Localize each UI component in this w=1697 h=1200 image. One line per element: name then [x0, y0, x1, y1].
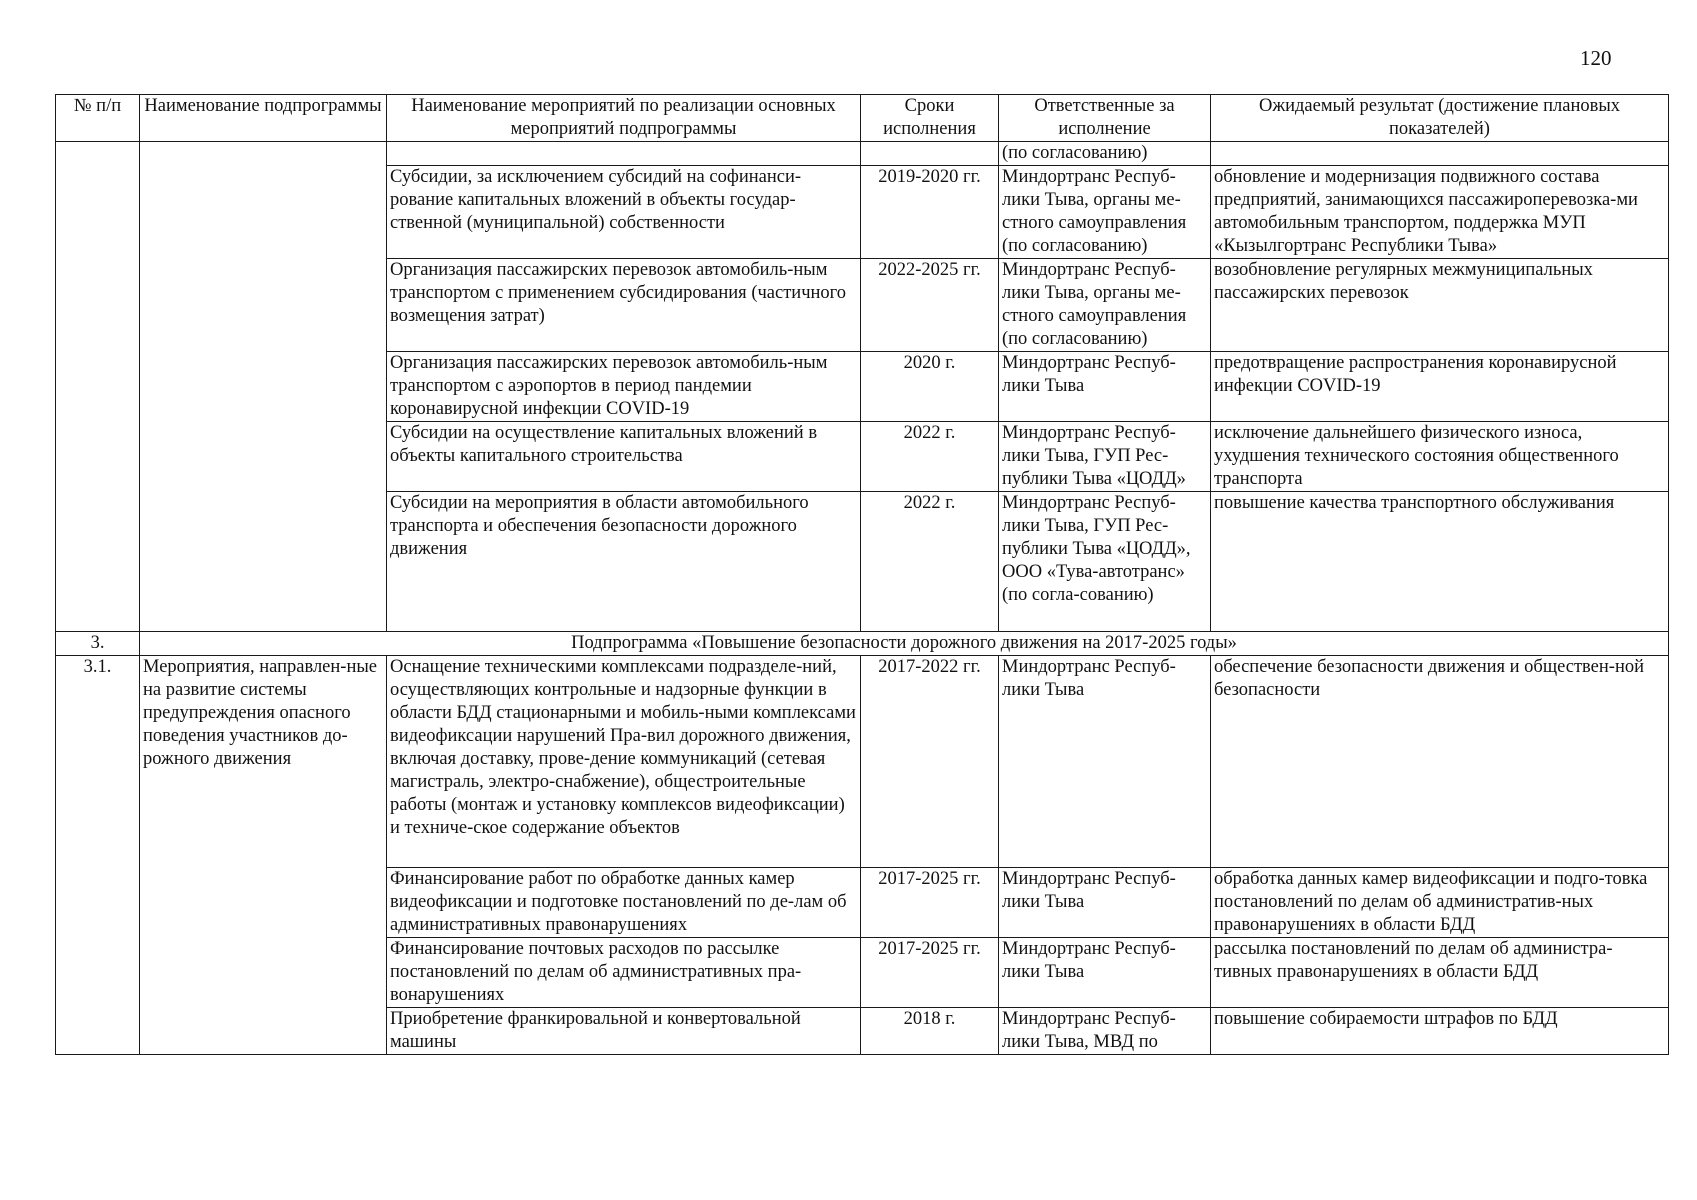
result-cell: [1211, 142, 1669, 166]
header-measure: Наименование мероприятий по реализации основных мероприятий подпрограммы: [387, 95, 861, 142]
measure-cell: Оснащение техническими комплексами подразделе-ний, осуществляющих контрольные и надзорные функции в области БДД стационарными и мобиль-ными комплексами видеофиксации нарушений Пра-вил дорожного движения, включая доставку, прове-дение коммуникаций (сетевая магистраль, электро-снабжение), общестроительные работы (монтаж и установку комплексов видеофиксации) и техниче-ское содержание объектов: [387, 656, 861, 868]
header-result: Ожидаемый результат (достижение плановых показателей): [1211, 95, 1669, 142]
term-cell: 2017-2025 гг.: [861, 868, 999, 938]
section-num: 3.: [56, 632, 140, 656]
term-cell: 2018 г.: [861, 1008, 999, 1055]
measure-cell: Организация пассажирских перевозок автомобиль-ным транспортом с аэропортов в период пандемии коронавирусной инфекции COVID-19: [387, 352, 861, 422]
num-cell: [56, 142, 140, 632]
term-cell: 2022 г.: [861, 492, 999, 632]
responsible-cell: (по согласованию): [999, 142, 1211, 166]
measure-cell: Субсидии на мероприятия в области автомобильного транспорта и обеспечения безопасности дорожного движения: [387, 492, 861, 632]
subprogram-cell: [140, 142, 387, 632]
result-cell: обработка данных камер видеофиксации и подго-товка постановлений по делам об административ-ных правонарушениях в области БДД: [1211, 868, 1669, 938]
responsible-cell: Миндортранс Респуб-лики Тыва, ГУП Рес-публики Тыва «ЦОДД», ООО «Тува-автотранс» (по согла-сованию): [999, 492, 1211, 632]
result-cell: повышение качества транспортного обслуживания: [1211, 492, 1669, 632]
num-cell: 3.1.: [56, 656, 140, 1055]
responsible-cell: Миндортранс Респуб-лики Тыва, органы ме-стного самоуправления (по согласованию): [999, 166, 1211, 259]
page-number: 120: [1580, 46, 1612, 70]
responsible-cell: Миндортранс Респуб-лики Тыва, ГУП Рес-публики Тыва «ЦОДД»: [999, 422, 1211, 492]
measure-cell: Финансирование работ по обработке данных камер видеофиксации и подготовке постановлений по де-лам об административных правонарушениях: [387, 868, 861, 938]
header-subprogram: Наименование подпрограммы: [140, 95, 387, 142]
term-cell: 2020 г.: [861, 352, 999, 422]
term-cell: 2019-2020 гг.: [861, 166, 999, 259]
responsible-cell: Миндортранс Респуб-лики Тыва: [999, 938, 1211, 1008]
measure-cell: Финансирование почтовых расходов по рассылке постановлений по делам об административных пра-вонарушениях: [387, 938, 861, 1008]
measure-cell: Организация пассажирских перевозок автомобиль-ным транспортом с применением субсидирования (частичного возмещения затрат): [387, 259, 861, 352]
table-row: [56, 142, 1669, 166]
responsible-cell: Миндортранс Респуб-лики Тыва: [999, 352, 1211, 422]
section-row: [56, 632, 1669, 656]
term-cell: 2017-2025 гг.: [861, 938, 999, 1008]
measure-cell: Приобретение франкировальной и конвертовальной машины: [387, 1008, 861, 1055]
responsible-cell: Миндортранс Респуб-лики Тыва, МВД по: [999, 1008, 1211, 1055]
result-cell: рассылка постановлений по делам об администра-тивных правонарушениях в области БДД: [1211, 938, 1669, 1008]
term-cell: [861, 142, 999, 166]
measure-cell: Субсидии, за исключением субсидий на софинанси-рование капитальных вложений в объекты государ-ственной (муниципальной) собственности: [387, 166, 861, 259]
result-cell: обеспечение безопасности движения и обществен-ной безопасности: [1211, 656, 1669, 868]
result-cell: обновление и модернизация подвижного состава предприятий, занимающихся пассажироперевозка-ми автомобильным транспортом, поддержка МУП «Кызылгортранс Республики Тыва»: [1211, 166, 1669, 259]
responsible-cell: Миндортранс Респуб-лики Тыва, органы ме-стного самоуправления (по согласованию): [999, 259, 1211, 352]
result-cell: исключение дальнейшего физического износа, ухудшения технического состояния общественного транспорта: [1211, 422, 1669, 492]
program-table: [55, 94, 1669, 1055]
subprogram-cell: Мероприятия, направлен-ные на развитие системы предупреждения опасного поведения участников до-рожного движения: [140, 656, 387, 1055]
table-header-row: [56, 95, 1669, 142]
header-term: Сроки исполнения: [861, 95, 999, 142]
section-title: Подпрограмма «Повышение безопасности дорожного движения на 2017-2025 годы»: [140, 632, 1669, 656]
term-cell: 2022 г.: [861, 422, 999, 492]
result-cell: возобновление регулярных межмуниципальных пассажирских перевозок: [1211, 259, 1669, 352]
responsible-cell: Миндортранс Респуб-лики Тыва: [999, 868, 1211, 938]
measure-cell: Субсидии на осуществление капитальных вложений в объекты капитального строительства: [387, 422, 861, 492]
term-cell: 2017-2022 гг.: [861, 656, 999, 868]
result-cell: повышение собираемости штрафов по БДД: [1211, 1008, 1669, 1055]
responsible-cell: Миндортранс Респуб-лики Тыва: [999, 656, 1211, 868]
header-responsible: Ответственные за исполнение: [999, 95, 1211, 142]
result-cell: предотвращение распространения коронавирусной инфекции COVID-19: [1211, 352, 1669, 422]
measure-cell: [387, 142, 861, 166]
table-row: [56, 656, 1669, 868]
term-cell: 2022-2025 гг.: [861, 259, 999, 352]
header-num: № п/п: [56, 95, 140, 142]
